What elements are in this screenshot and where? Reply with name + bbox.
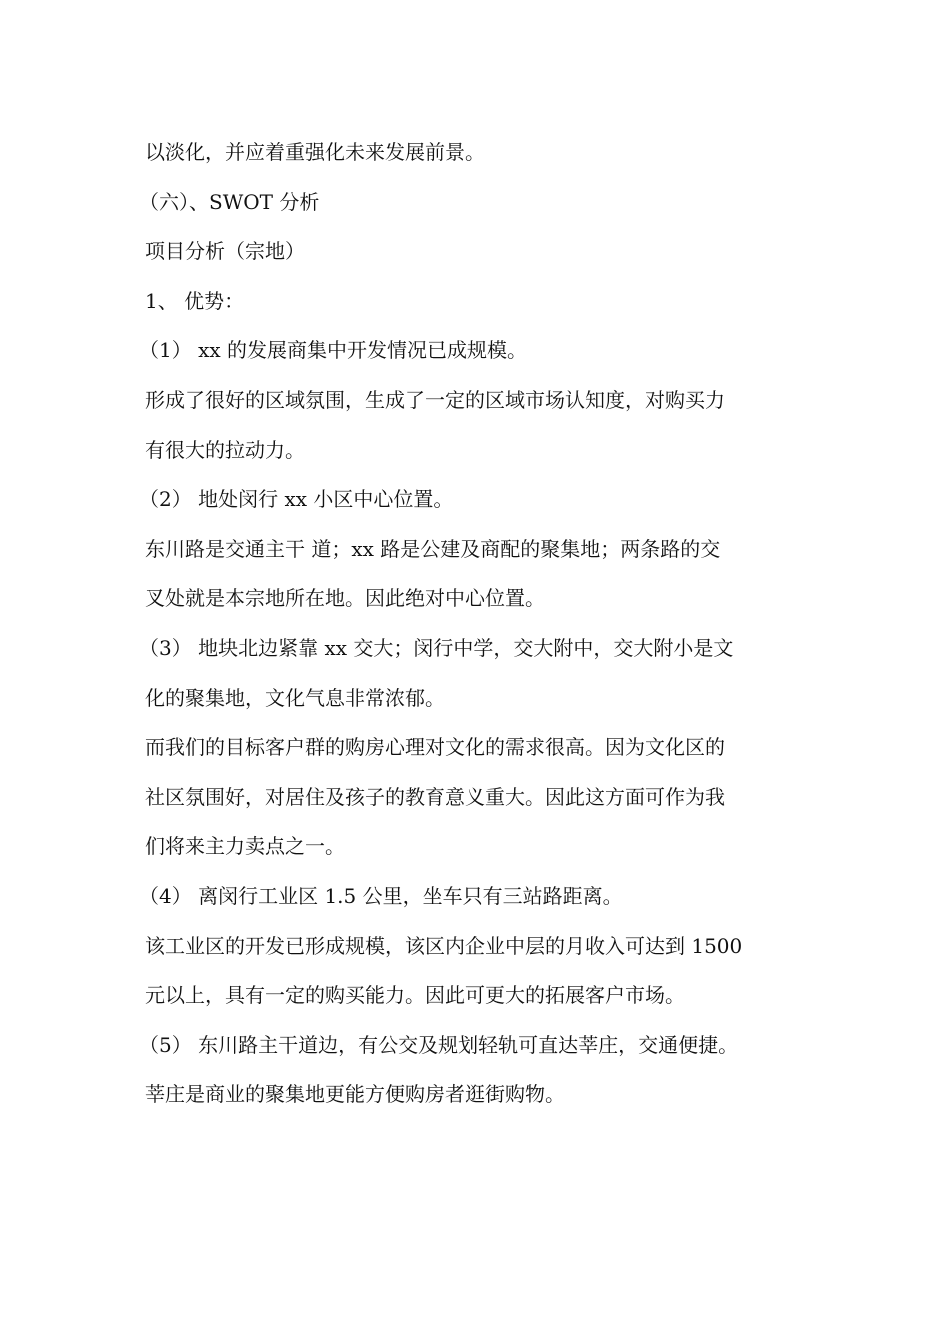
text-line-7: 有很大的拉动力。 bbox=[145, 437, 305, 462]
list-item-1: （1） xx 的发展商集中开发情况已成规模。 bbox=[139, 338, 527, 363]
list-item-3: （3） 地块北边紧靠 xx 交大；闵行中学，交大附中，交大附小是文 bbox=[139, 635, 734, 660]
text-line-6: 形成了很好的区域氛围，生成了一定的区域市场认知度，对购买力 bbox=[145, 387, 725, 412]
text-line-17: 该工业区的开发已形成规模，该区内企业中层的月收入可达到 1500 bbox=[145, 933, 743, 958]
text-line-20: 莘庄是商业的聚集地更能方便购房者逛街购物。 bbox=[145, 1082, 565, 1107]
list-item-5: （5） 东川路主干道边，有公交及规划轻轨可直达莘庄，交通便捷。 bbox=[139, 1032, 739, 1057]
text-line-15: 们将来主力卖点之一。 bbox=[145, 834, 345, 859]
section-heading-swot: （六）、SWOT 分析 bbox=[139, 189, 320, 214]
text-line-12: 化的聚集地，文化气息非常浓郁。 bbox=[145, 685, 445, 710]
text-line-9: 东川路是交通主干 道；xx 路是公建及商配的聚集地；两条路的交 bbox=[145, 536, 721, 561]
list-heading-advantages: 1、 优势： bbox=[145, 288, 245, 313]
list-item-2: （2） 地处闵行 xx 小区中心位置。 bbox=[139, 487, 454, 512]
text-line-10: 叉处就是本宗地所在地。因此绝对中心位置。 bbox=[145, 586, 545, 611]
text-line-14: 社区氛围好，对居住及孩子的教育意义重大。因此这方面可作为我 bbox=[145, 784, 725, 809]
list-item-4: （4） 离闵行工业区 1.5 公里，坐车只有三站路距离。 bbox=[139, 883, 623, 908]
text-line-13: 而我们的目标客户群的购房心理对文化的需求很高。因为文化区的 bbox=[145, 735, 725, 760]
text-line-1: 以淡化，并应着重强化未来发展前景。 bbox=[145, 140, 485, 164]
subheading-project-analysis: 项目分析（宗地） bbox=[145, 239, 305, 264]
text-line-18: 元以上，具有一定的购买能力。因此可更大的拓展客户市场。 bbox=[145, 983, 685, 1008]
document-body bbox=[139, 128, 810, 1120]
